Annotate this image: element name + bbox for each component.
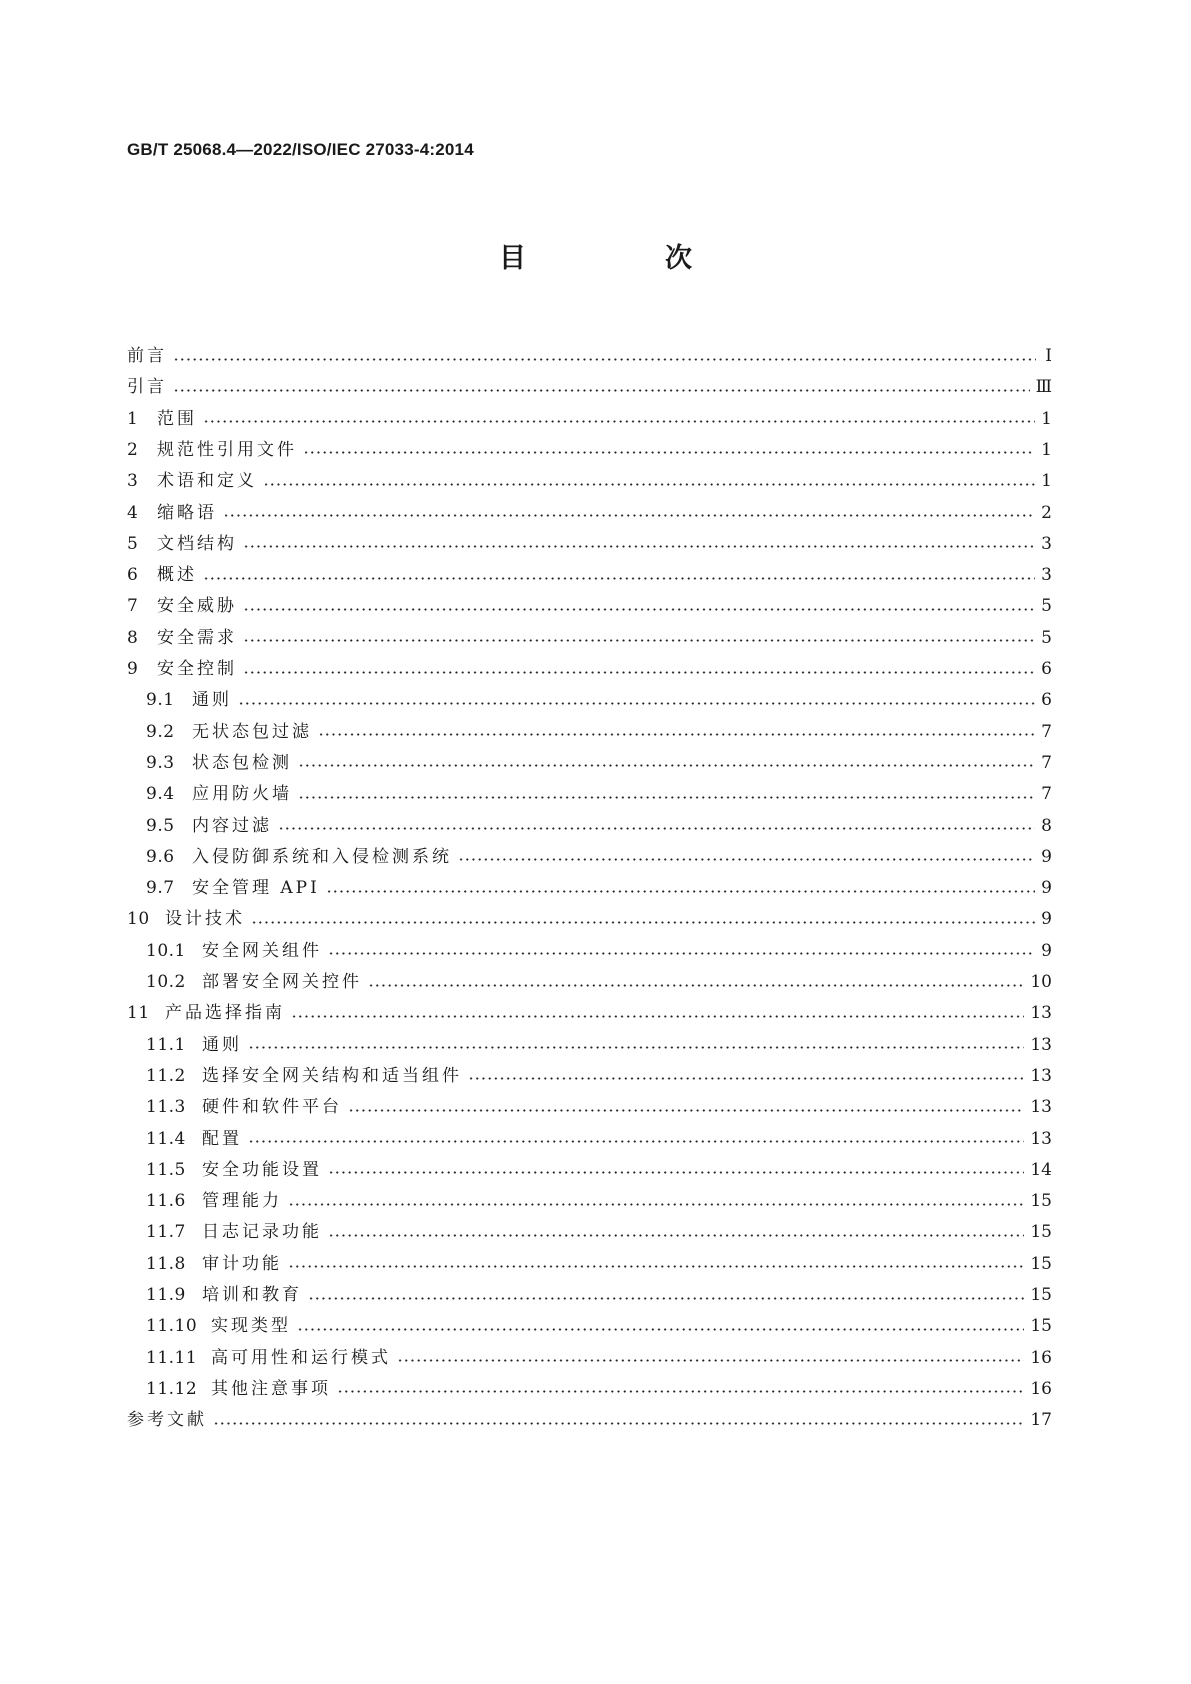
toc-entry-page-number: 14 bbox=[1030, 1159, 1052, 1180]
toc-entry-number: 9.1 bbox=[146, 690, 175, 711]
toc-entry-label: 入侵防御系统和入侵检测系统 bbox=[192, 846, 452, 867]
toc-entry-page-number: 7 bbox=[1041, 721, 1052, 742]
toc-entry-label: 状态包检测 bbox=[192, 752, 292, 773]
toc-entry-label: 文档结构 bbox=[157, 533, 237, 554]
toc-dot-leader bbox=[348, 1109, 1024, 1112]
toc-dot-leader bbox=[238, 702, 1035, 705]
toc-dot-leader bbox=[318, 733, 1035, 736]
toc-entry-page-number: 1 bbox=[1041, 439, 1052, 460]
toc-entry-label: 规范性引用文件 bbox=[157, 439, 297, 460]
toc-entry[interactable] bbox=[127, 1313, 1052, 1339]
toc-entry-number: 9.3 bbox=[146, 752, 175, 773]
toc-entry-number: 6 bbox=[127, 565, 139, 586]
toc-entry-label: 缩略语 bbox=[157, 502, 217, 523]
toc-entry-label: 通则 bbox=[192, 690, 232, 711]
toc-entry-label: 安全网关组件 bbox=[202, 940, 322, 961]
toc-dot-leader bbox=[243, 639, 1035, 642]
toc-dot-leader bbox=[458, 858, 1035, 861]
toc-entry-number: 4 bbox=[127, 502, 139, 523]
toc-entry-label: 前言 bbox=[127, 346, 167, 366]
toc-dot-leader bbox=[251, 921, 1035, 924]
toc-entry[interactable] bbox=[127, 844, 1052, 870]
toc-entry-number: 9.4 bbox=[146, 784, 175, 805]
toc-entry[interactable] bbox=[127, 938, 1052, 964]
toc-entry-label: 安全需求 bbox=[157, 627, 237, 648]
toc-entry-page-number: 13 bbox=[1030, 1003, 1052, 1024]
toc-entry[interactable] bbox=[127, 562, 1052, 588]
toc-dot-leader bbox=[397, 1359, 1024, 1362]
toc-entry-label: 参考文献 bbox=[127, 1410, 207, 1431]
toc-entry[interactable] bbox=[127, 468, 1052, 494]
toc-entry[interactable] bbox=[127, 1000, 1052, 1026]
toc-entry[interactable] bbox=[127, 625, 1052, 651]
toc-entry-label: 其他注意事项 bbox=[211, 1378, 331, 1399]
toc-entry-page-number: 6 bbox=[1041, 690, 1052, 711]
toc-dot-leader bbox=[298, 796, 1035, 799]
toc-entry[interactable] bbox=[127, 1126, 1052, 1152]
toc-entry-page-number: 15 bbox=[1030, 1222, 1052, 1243]
toc-entry-page-number: 5 bbox=[1041, 596, 1052, 617]
toc-entry[interactable] bbox=[127, 875, 1052, 901]
toc-entry-label: 概述 bbox=[157, 565, 197, 586]
toc-entry[interactable] bbox=[127, 593, 1052, 619]
toc-entry[interactable] bbox=[127, 1157, 1052, 1183]
toc-dot-leader bbox=[337, 1390, 1024, 1393]
toc-entry-label: 安全控制 bbox=[157, 659, 237, 679]
toc-entry-page-number: 16 bbox=[1030, 1378, 1052, 1399]
toc-entry-number: 11.8 bbox=[146, 1253, 186, 1274]
toc-entry-page-number: 1 bbox=[1041, 408, 1052, 429]
toc-entry-number: 9.2 bbox=[146, 721, 175, 742]
toc-entry-page-number: 5 bbox=[1041, 627, 1052, 648]
toc-entry-page-number: 7 bbox=[1041, 752, 1052, 773]
toc-entry-number: 9.5 bbox=[146, 815, 175, 836]
toc-entry-label: 设计技术 bbox=[165, 909, 245, 930]
toc-entry[interactable] bbox=[127, 1094, 1052, 1120]
toc-entry-number: 11.10 bbox=[146, 1316, 198, 1337]
toc-entry[interactable] bbox=[127, 687, 1052, 713]
toc-dot-leader bbox=[173, 358, 1036, 361]
toc-entry-page-number: 13 bbox=[1030, 1097, 1052, 1118]
toc-entry[interactable] bbox=[127, 781, 1052, 807]
toc-entry-number: 11.3 bbox=[146, 1097, 186, 1118]
toc-dot-leader bbox=[328, 952, 1035, 955]
toc-entry[interactable] bbox=[127, 406, 1052, 432]
toc-entry[interactable] bbox=[127, 1251, 1052, 1277]
toc-entry-page-number: 6 bbox=[1041, 659, 1052, 679]
toc-entry-label: 产品选择指南 bbox=[165, 1003, 285, 1024]
toc-entry[interactable] bbox=[127, 750, 1052, 776]
toc-entry-page-number: 13 bbox=[1030, 1065, 1052, 1086]
toc-entry-number: 9 bbox=[127, 659, 139, 679]
toc-entry-page-number: 17 bbox=[1030, 1410, 1052, 1431]
toc-entry[interactable] bbox=[127, 531, 1052, 557]
toc-entry-number: 11.9 bbox=[146, 1285, 186, 1305]
toc-dot-leader bbox=[173, 389, 1030, 392]
toc-entry[interactable] bbox=[127, 656, 1052, 682]
toc-dot-leader bbox=[291, 1015, 1024, 1018]
toc-entry-label: 实现类型 bbox=[211, 1316, 291, 1337]
toc-entry-page-number: 3 bbox=[1041, 565, 1052, 586]
toc-entry[interactable] bbox=[127, 1345, 1052, 1371]
toc-entry-page-number: 8 bbox=[1041, 815, 1052, 836]
toc-entry-label: 无状态包过滤 bbox=[192, 721, 312, 742]
toc-entry-page-number: 15 bbox=[1030, 1191, 1052, 1212]
toc-entry-number: 11.11 bbox=[146, 1347, 198, 1368]
toc-entry-page-number: 2 bbox=[1041, 502, 1052, 523]
toc-entry-page-number: 9 bbox=[1041, 940, 1052, 961]
toc-entry-number: 7 bbox=[127, 596, 139, 617]
toc-entry-label: 安全功能设置 bbox=[202, 1159, 322, 1180]
toc-dot-leader bbox=[328, 1234, 1024, 1237]
toc-entry-label: 通则 bbox=[202, 1034, 242, 1055]
toc-entry-page-number: 15 bbox=[1030, 1253, 1052, 1274]
page-title: 目 次 bbox=[499, 243, 748, 274]
toc-entry-number: 11 bbox=[127, 1003, 150, 1024]
toc-entry[interactable] bbox=[127, 1407, 1052, 1433]
toc-entry-label: 术语和定义 bbox=[157, 471, 257, 492]
toc-dot-leader bbox=[368, 984, 1024, 987]
toc-entry-label: 范围 bbox=[157, 408, 197, 429]
toc-entry-page-number: Ⅲ bbox=[1035, 377, 1052, 398]
toc-entry-number: 10.1 bbox=[146, 940, 186, 961]
toc-entry-page-number: 15 bbox=[1030, 1316, 1052, 1337]
toc-entry-number: 1 bbox=[127, 408, 139, 429]
toc-entry[interactable] bbox=[127, 500, 1052, 526]
standard-number-header: GB/T 25068.4—2022/ISO/IEC 27033-4:2014 bbox=[127, 140, 474, 159]
toc-entry-label: 部署安全网关控件 bbox=[202, 972, 362, 992]
toc-entry-label: 培训和教育 bbox=[202, 1285, 302, 1305]
toc-dot-leader bbox=[203, 420, 1035, 423]
toc-entry-number: 11.7 bbox=[146, 1222, 186, 1243]
toc-dot-leader bbox=[326, 890, 1035, 893]
toc-entry[interactable] bbox=[127, 1063, 1052, 1089]
toc-entry[interactable] bbox=[127, 1376, 1052, 1402]
toc-entry-page-number: 15 bbox=[1030, 1285, 1052, 1305]
toc-dot-leader bbox=[243, 671, 1035, 674]
toc-entry-number: 11.1 bbox=[146, 1034, 186, 1055]
toc-entry-label: 日志记录功能 bbox=[202, 1222, 322, 1243]
toc-entry[interactable] bbox=[127, 374, 1052, 400]
toc-dot-leader bbox=[213, 1422, 1024, 1425]
toc-entry-page-number: 10 bbox=[1030, 972, 1052, 992]
toc-entry-number: 10 bbox=[127, 909, 150, 930]
toc-entry-page-number: 9 bbox=[1041, 846, 1052, 867]
toc-dot-leader bbox=[223, 514, 1035, 517]
toc-entry-label: 内容过滤 bbox=[192, 815, 272, 836]
toc-entry-number: 11.2 bbox=[146, 1065, 186, 1086]
toc-entry[interactable] bbox=[127, 1032, 1052, 1058]
toc-entry-number: 10.2 bbox=[146, 972, 186, 992]
toc-dot-leader bbox=[248, 1140, 1024, 1143]
toc-entry-number: 5 bbox=[127, 533, 139, 554]
toc-entry-number: 11.4 bbox=[146, 1128, 186, 1149]
toc-dot-leader bbox=[203, 577, 1035, 580]
toc-entry-label: 选择安全网关结构和适当组件 bbox=[202, 1065, 462, 1086]
toc-entry-page-number: 3 bbox=[1041, 533, 1052, 554]
toc-dot-leader bbox=[243, 545, 1035, 548]
toc-entry-number: 11.6 bbox=[146, 1191, 186, 1212]
toc-entry-label: 硬件和软件平台 bbox=[202, 1097, 342, 1118]
toc-entry[interactable] bbox=[127, 813, 1052, 839]
toc-dot-leader bbox=[248, 1046, 1024, 1049]
toc-entry-label: 管理能力 bbox=[202, 1191, 282, 1212]
toc-dot-leader bbox=[297, 1328, 1024, 1331]
toc-entry-page-number: Ⅰ bbox=[1045, 346, 1052, 366]
toc-entry-label: 安全管理 API bbox=[192, 878, 320, 899]
toc-entry-label: 引言 bbox=[127, 377, 167, 398]
toc-entry-number: 8 bbox=[127, 627, 139, 648]
toc-entry[interactable] bbox=[127, 906, 1052, 932]
toc-entry[interactable] bbox=[127, 969, 1052, 995]
toc-dot-leader bbox=[303, 451, 1035, 454]
toc-entry-number: 9.6 bbox=[146, 846, 175, 867]
toc-entry-page-number: 16 bbox=[1030, 1347, 1052, 1368]
toc-dot-leader bbox=[328, 1171, 1024, 1174]
toc-entry-number: 2 bbox=[127, 439, 139, 460]
toc-entry-number: 11.5 bbox=[146, 1159, 186, 1180]
toc-entry-number: 9.7 bbox=[146, 878, 175, 899]
toc-dot-leader bbox=[308, 1297, 1024, 1300]
toc-entry-label: 高可用性和运行模式 bbox=[211, 1347, 391, 1368]
toc-entry[interactable] bbox=[127, 1219, 1052, 1245]
toc-dot-leader bbox=[288, 1203, 1024, 1206]
toc-dot-leader bbox=[288, 1265, 1024, 1268]
toc-dot-leader bbox=[298, 764, 1035, 767]
toc-entry-page-number: 7 bbox=[1041, 784, 1052, 805]
toc-entry[interactable] bbox=[127, 1282, 1052, 1308]
toc-entry-label: 应用防火墙 bbox=[192, 784, 292, 805]
toc-entry-page-number: 9 bbox=[1041, 909, 1052, 930]
toc-entry-page-number: 1 bbox=[1041, 471, 1052, 492]
toc-entry-label: 配置 bbox=[202, 1128, 242, 1149]
toc-entry[interactable] bbox=[127, 343, 1052, 369]
toc-entry-number: 3 bbox=[127, 471, 139, 492]
toc-entry[interactable] bbox=[127, 437, 1052, 463]
toc-entry-label: 审计功能 bbox=[202, 1253, 282, 1274]
toc-dot-leader bbox=[263, 483, 1035, 486]
toc-dot-leader bbox=[468, 1077, 1024, 1080]
toc-dot-leader bbox=[243, 608, 1035, 611]
toc-entry-page-number: 9 bbox=[1041, 878, 1052, 899]
toc-dot-leader bbox=[278, 827, 1035, 830]
toc-entry-label: 安全威胁 bbox=[157, 596, 237, 617]
toc-entry[interactable] bbox=[127, 1188, 1052, 1214]
toc-entry[interactable] bbox=[127, 719, 1052, 745]
toc-entry-page-number: 13 bbox=[1030, 1128, 1052, 1149]
toc-entry-page-number: 13 bbox=[1030, 1034, 1052, 1055]
toc-entry-number: 11.12 bbox=[146, 1378, 198, 1399]
